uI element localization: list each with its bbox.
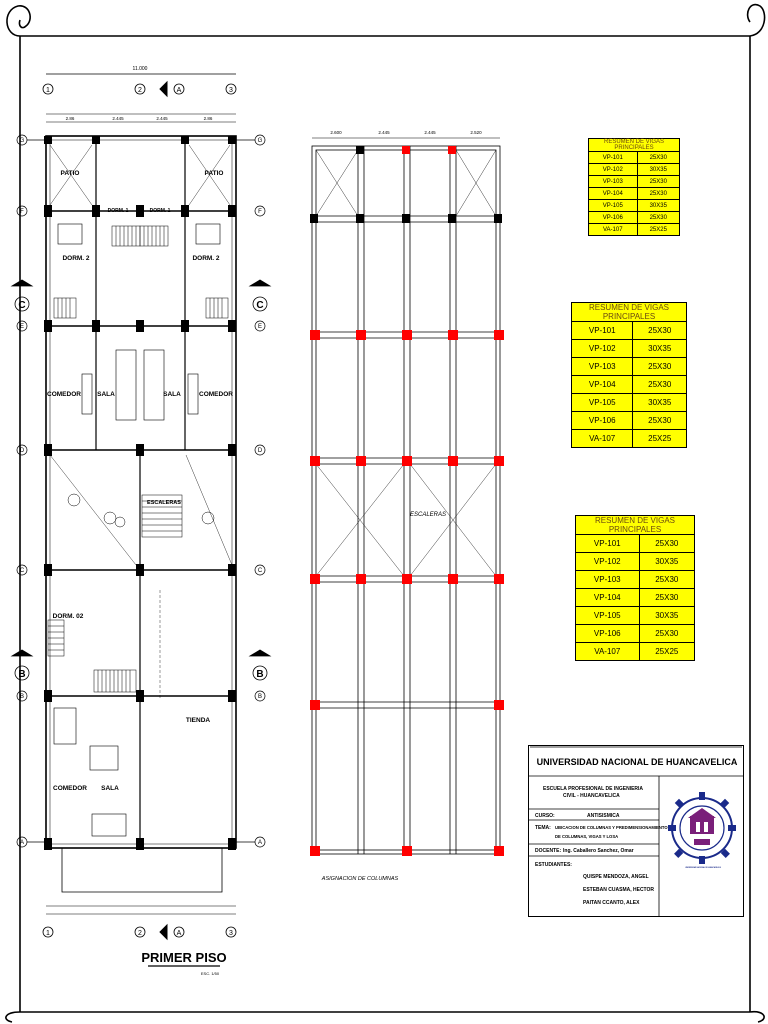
top-dim-1: 2.86 [65, 116, 75, 121]
beam-table-1-size: 30X35 [637, 164, 679, 176]
beam-table-1-code: VP-102 [589, 164, 638, 176]
student-1: QUISPE MENDOZA, ANGEL [583, 874, 649, 880]
beam-table-3-code: VP-102 [576, 553, 640, 571]
room-label-escaleras: ESCALERAS [147, 500, 181, 506]
tema-label: TEMA: [535, 825, 551, 831]
university-seal-icon [666, 784, 738, 872]
beam-table-2-size: 25X25 [633, 430, 687, 448]
beam-table-3-size: 30X35 [639, 607, 694, 625]
axis-row-f-left: F [20, 209, 24, 215]
floor-plan [12, 66, 270, 976]
beam-table-1-code: VP-101 [589, 152, 638, 164]
room-label-dorm1-left: DORM. 1 [107, 208, 129, 214]
room-label-sala-left: SALA [97, 391, 115, 398]
top-dim-4: 2.86 [203, 116, 213, 121]
docente-label: DOCENTE: [535, 848, 562, 854]
axis-row-c-right: C [257, 568, 263, 574]
section-b-right: B [256, 669, 264, 680]
room-label-dorm02: DORM. 02 [52, 613, 84, 620]
beam-table-2-code: VP-106 [572, 412, 633, 430]
university-name: UNIVERSIDAD NACIONAL DE HUANCAVELICA [536, 757, 738, 767]
beam-table-3-size: 25X30 [639, 571, 694, 589]
school-line-2: CIVIL - HUANCAVELICA [563, 793, 620, 799]
structural-caption: ASIGNACION DE COLUMNAS [321, 876, 399, 882]
beam-table-1-size: 25X25 [637, 224, 679, 236]
structural-dim-4: 2.520 [470, 130, 482, 135]
drawing-scale: ESC. 1/50 [200, 971, 220, 976]
beam-table-1-header: RESUMEN DE VIGAS PRINCIPALES [589, 139, 680, 152]
beam-table-1-code: VP-104 [589, 188, 638, 200]
axis-row-d-left: D [19, 448, 25, 454]
beam-table-2-size: 30X35 [633, 340, 687, 358]
structural-dim-2: 2.445 [378, 130, 390, 135]
section-a-bottom: A [176, 930, 182, 937]
school-line-1: ESCUELA PROFESIONAL DE INGENIERIA [543, 786, 644, 792]
axis-col-1-top: 1 [46, 87, 50, 94]
beam-table-1-size: 25X30 [637, 176, 679, 188]
room-label-dorm2-left: DORM. 2 [62, 255, 90, 262]
beam-table-1-code: VP-106 [589, 212, 638, 224]
axis-row-b-right: B [257, 694, 263, 700]
room-label-dorm1-right: DORM. 1 [149, 208, 171, 214]
axis-row-a-right: A [257, 840, 263, 846]
top-dim-2: 2.445 [112, 116, 124, 121]
tema-line-1: UBICACION DE COLUMNAS Y PREDIMENSIONAMIENTO [555, 825, 668, 830]
axis-row-a-left: A [19, 840, 25, 846]
beam-table-2-size: 25X30 [633, 358, 687, 376]
section-a-top: A [176, 87, 182, 94]
beam-table-3-code: VP-104 [576, 589, 640, 607]
axis-col-3-top: 3 [229, 87, 233, 94]
axis-row-g-right: G [257, 138, 263, 144]
beam-table-1-code: VP-105 [589, 200, 638, 212]
beam-table-2-code: VP-102 [572, 340, 633, 358]
beam-table-2-code: VP-101 [572, 322, 633, 340]
beam-table-3 [575, 515, 695, 661]
beam-table-2-header: RESUMEN DE VIGAS PRINCIPALES [572, 303, 687, 322]
room-label-sala-right: SALA [163, 391, 181, 398]
axis-row-d-right: D [257, 448, 263, 454]
room-label-comedor-right: COMEDOR [199, 391, 233, 398]
beam-table-3-header: RESUMEN DE VIGAS PRINCIPALES [576, 516, 695, 535]
axis-row-b-left: B [19, 694, 25, 700]
beam-table-2-size: 25X30 [633, 376, 687, 394]
beam-table-2-size: 25X30 [633, 412, 687, 430]
title-block [528, 745, 744, 917]
beam-table-3-code: VP-101 [576, 535, 640, 553]
structural-dim-1: 2.600 [330, 130, 342, 135]
curso-label: CURSO: [535, 813, 555, 819]
beam-table-1-size: 25X30 [637, 212, 679, 224]
beam-table-1-size: 25X30 [637, 188, 679, 200]
axis-col-2-top: 2 [138, 87, 142, 94]
beam-table-3-code: VP-106 [576, 625, 640, 643]
beam-table-2-size: 25X30 [633, 322, 687, 340]
beam-table-1-size: 25X30 [637, 152, 679, 164]
beam-table-2 [571, 302, 687, 448]
curso-value: ANTISISMICA [587, 813, 620, 819]
beam-table-1-size: 30X35 [637, 200, 679, 212]
docente-value: Ing. Caballero Sanchez, Omar [563, 848, 634, 854]
structural-dim-3: 2.445 [424, 130, 436, 135]
beam-table-3-size: 25X30 [639, 625, 694, 643]
estudiantes-label: ESTUDIANTES: [535, 862, 572, 868]
beam-table-3-size: 25X30 [639, 589, 694, 607]
beam-table-2-code: VA-107 [572, 430, 633, 448]
seal-text: UNIVERSIDAD NACIONAL DE HUANCAVELICA [685, 868, 721, 869]
beam-table-2-code: VP-104 [572, 376, 633, 394]
axis-row-c-left: C [19, 568, 25, 574]
beam-table-3-size: 25X30 [639, 535, 694, 553]
section-c-right: C [256, 300, 264, 311]
beam-table-3-code: VP-103 [576, 571, 640, 589]
beam-table-3-code: VP-105 [576, 607, 640, 625]
room-label-sala-bottom: SALA [101, 785, 119, 792]
beam-table-1-code: VA-107 [589, 224, 638, 236]
axis-col-3-bottom: 3 [229, 930, 233, 937]
structural-stairs-label: ESCALERAS [409, 512, 447, 518]
drawing-title: PRIMER PISO [141, 950, 227, 965]
beam-table-1-code: VP-103 [589, 176, 638, 188]
student-2: ESTEBAN CUASMA, HECTOR [583, 887, 655, 893]
beam-table-1 [588, 138, 680, 236]
room-label-dorm2-right: DORM. 2 [192, 255, 220, 262]
beam-table-2-size: 30X35 [633, 394, 687, 412]
beam-table-2-code: VP-105 [572, 394, 633, 412]
student-3: PAITAN CCANTO, ALEX [583, 900, 640, 906]
beam-table-3-code: VA-107 [576, 643, 640, 661]
room-label-tienda: TIENDA [185, 717, 211, 724]
axis-row-f-right: F [258, 209, 262, 215]
axis-row-e-left: E [19, 324, 25, 330]
beam-table-2-code: VP-103 [572, 358, 633, 376]
room-label-patio-left: PATIO [60, 170, 80, 177]
room-label-comedor-left: COMEDOR [47, 391, 81, 398]
room-label-comedor-bottom: COMEDOR [53, 785, 87, 792]
axis-col-2-bottom: 2 [138, 930, 142, 937]
beam-table-3-size: 25X25 [639, 643, 694, 661]
section-c-left: C [18, 300, 26, 311]
axis-col-1-bottom: 1 [46, 930, 50, 937]
section-b-left: B [18, 669, 26, 680]
top-dim-3: 2.445 [156, 116, 168, 121]
axis-row-e-right: E [257, 324, 263, 330]
axis-row-g-left: G [19, 138, 25, 144]
tema-line-2: DE COLUMNAS, VIGAS Y LOSA [555, 834, 619, 839]
room-label-patio-right: PATIO [204, 170, 224, 177]
plan-overall-dim: 11.000 [132, 66, 148, 72]
beam-table-3-size: 30X35 [639, 553, 694, 571]
structural-plan [310, 130, 504, 882]
